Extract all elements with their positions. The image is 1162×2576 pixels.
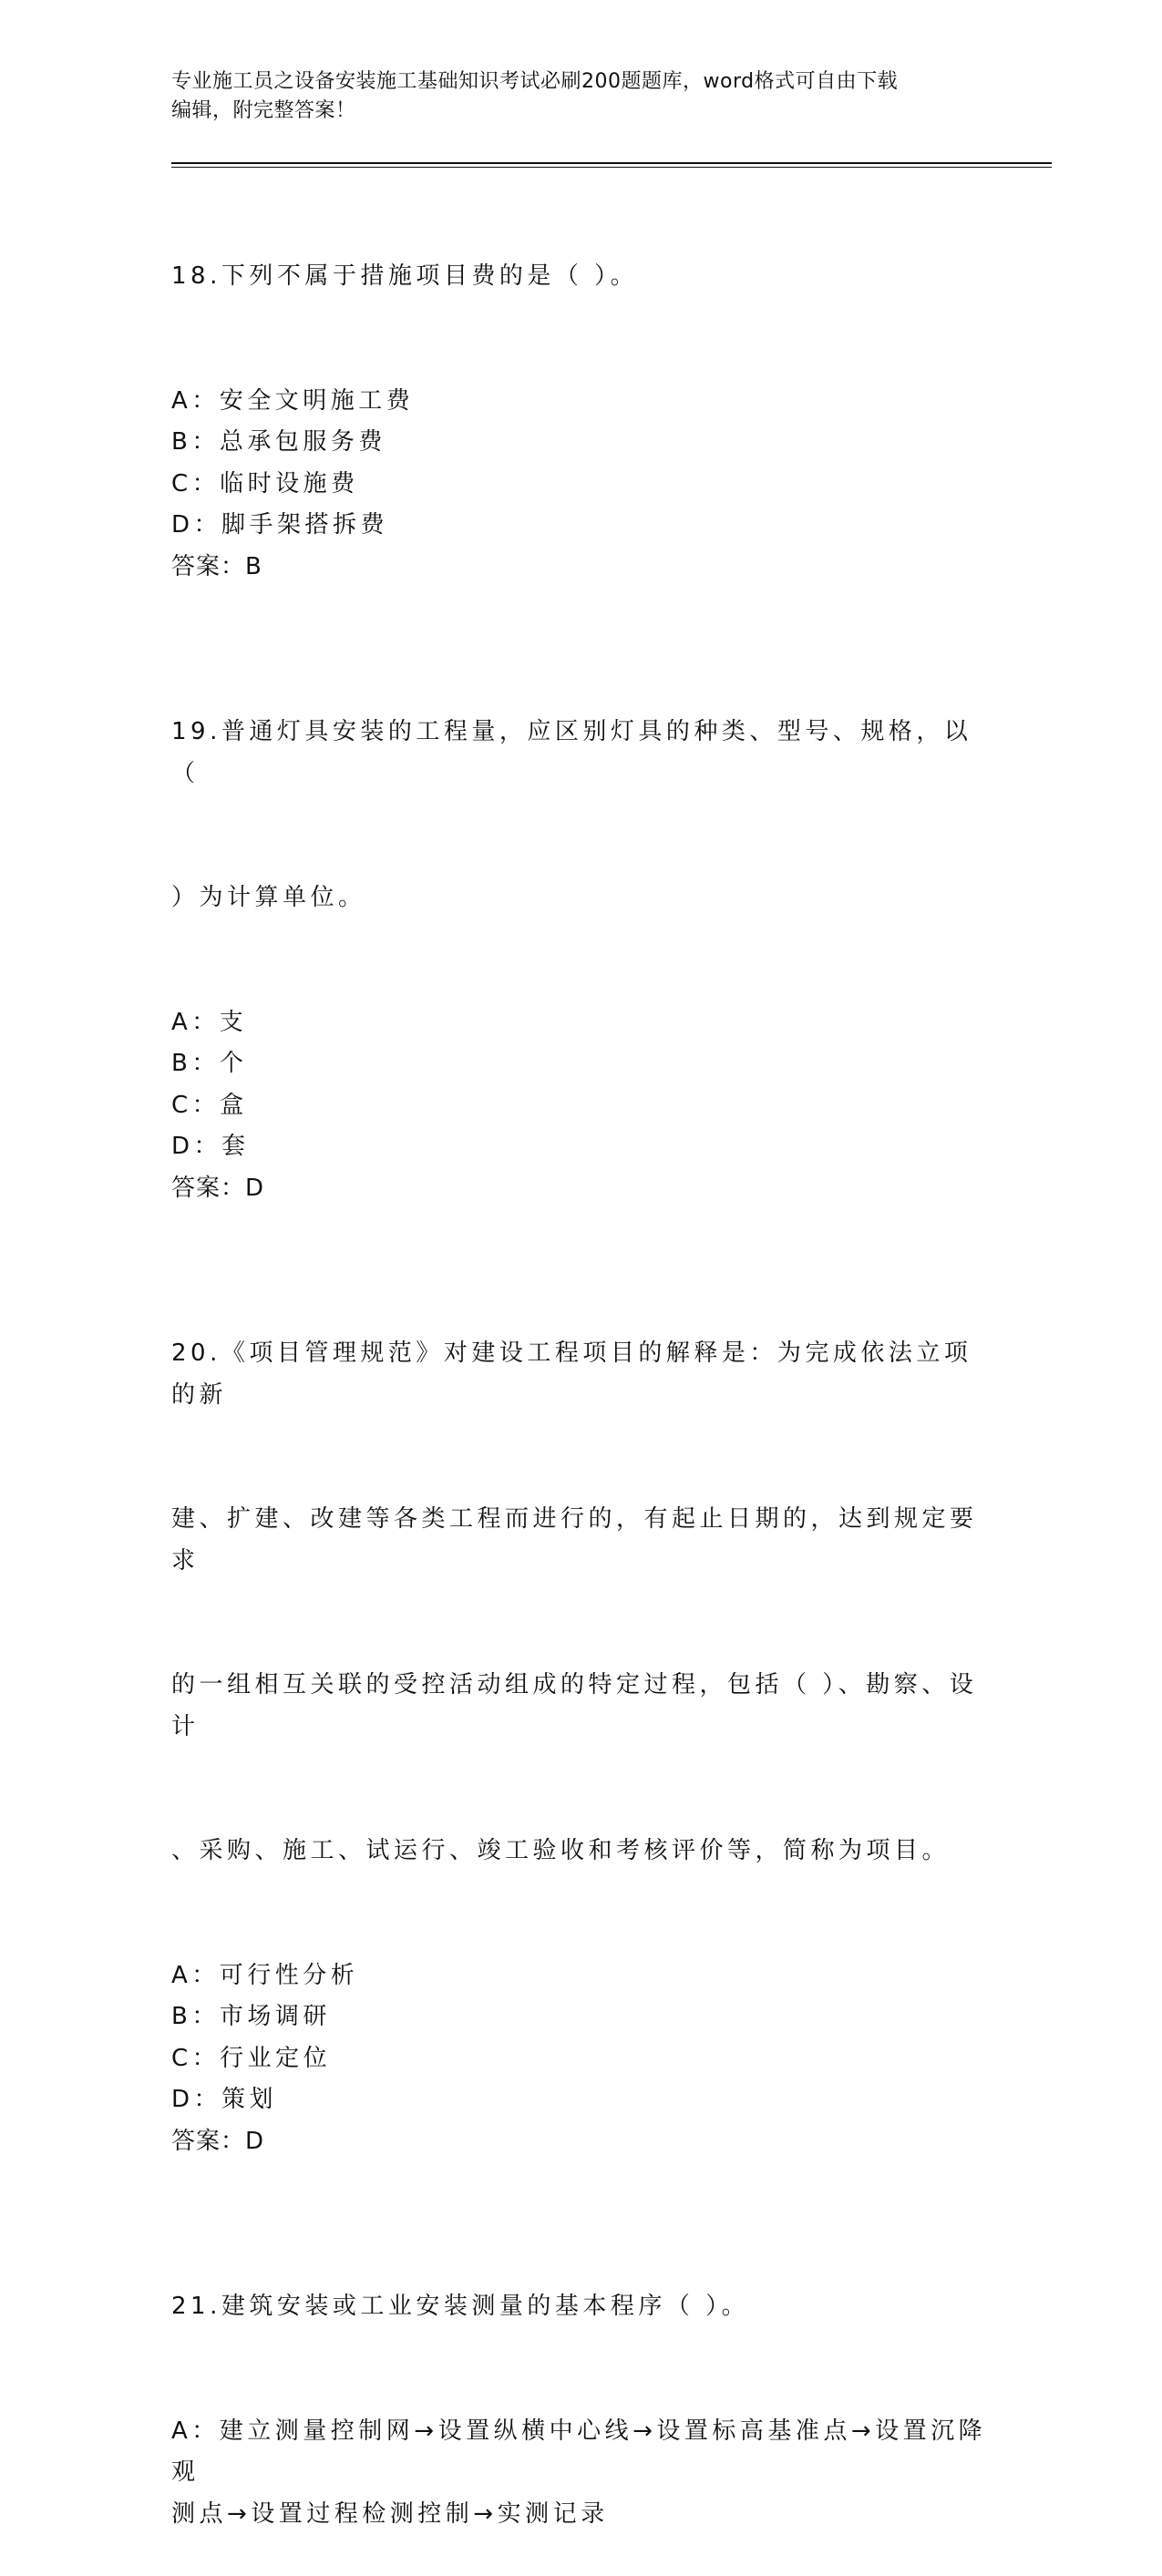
stem-line: ）为计算单位。 (171, 884, 366, 911)
question-stem (171, 173, 992, 381)
answer: 答案：D (171, 2127, 265, 2155)
question-list (171, 173, 992, 2576)
stem-line: 20.《项目管理规范》对建设工程项目的解释是：为完成依法立项的新 (171, 1339, 972, 1409)
stem-line: 建、扩建、改建等各类工程而进行的，有起止日期的，达到规定要求 (171, 1505, 978, 1575)
option-b: B：个 (171, 1050, 248, 1077)
option-b: B：总承包服务费 (171, 428, 386, 456)
option-a: A：可行性分析 (171, 1961, 359, 1989)
question-18 (171, 173, 992, 588)
option-c: C：临时设施费 (171, 469, 359, 498)
header-rule-thin (171, 167, 1052, 168)
stem-line: 、采购、施工、试运行、竣工验收和考核评价等，简称为项目。 (171, 1837, 951, 1864)
option-a-line-1: A：建立测量控制网→设置纵横中心线→设置标高基准点→设置沉降观 (171, 2417, 987, 2486)
option-d: D：套 (171, 1133, 250, 1160)
option-d: D：策划 (171, 2086, 278, 2113)
question-stem (171, 629, 992, 1002)
option-d: D：脚手架搭拆费 (171, 511, 389, 539)
stem-line: 的一组相互关联的受控活动组成的特定过程，包括（ ）、勘察、设计 (171, 1671, 978, 1740)
question-stem (171, 2203, 992, 2411)
option-a: A：支 (171, 1008, 248, 1036)
document-header (171, 67, 973, 126)
question-20 (171, 1250, 992, 2162)
answer: 答案：B (171, 552, 262, 580)
stem-line: 18.下列不属于措施项目费的是（ ）。 (171, 262, 639, 290)
header-line-1: 专业施工员之设备安装施工基础知识考试必刷200题题库，word格式可自由下载 (171, 70, 899, 93)
option-a: A：安全文明施工费 (171, 386, 415, 415)
option-b: B：市场调研 (171, 2003, 331, 2030)
stem-line: 21.建筑安装或工业安装测量的基本程序（ ）。 (171, 2293, 750, 2320)
option-c: C：盒 (171, 1091, 248, 1119)
option-c: C：行业定位 (171, 2044, 332, 2072)
question-19 (171, 629, 992, 1209)
header-line-2: 编辑，附完整答案！ (171, 99, 356, 122)
answer: 答案：D (171, 1174, 265, 1202)
question-stem (171, 1250, 992, 1955)
question-21 (171, 2203, 992, 2535)
stem-line: 19.普通灯具安装的工程量，应区别灯具的种类、型号、规格，以（ (171, 718, 972, 787)
header-rule-thick (171, 162, 1052, 164)
option-a-line-2: 测点→设置过程检测控制→实测记录 (171, 2499, 609, 2528)
